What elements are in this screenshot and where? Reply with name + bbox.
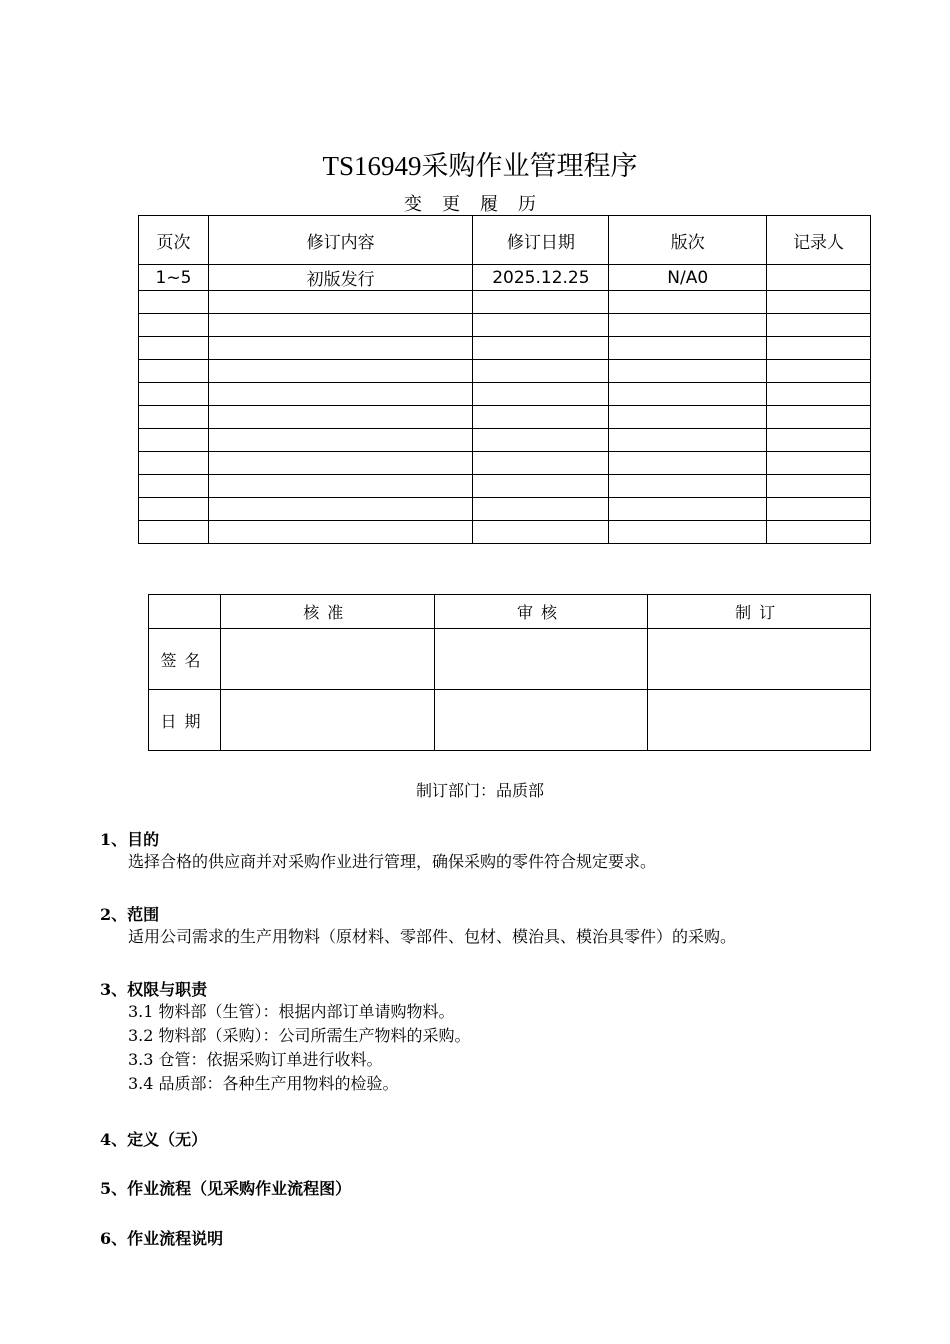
section-text: 选择合格的供应商并对采购作业进行管理，确保采购的零件符合规定要求。 [128,852,657,871]
table-row [139,314,871,337]
section-heading: 6、作业流程说明 [100,1229,224,1248]
empty-cell [609,314,767,337]
table-row [139,429,871,452]
empty-cell [208,360,473,383]
empty-cell [609,498,767,521]
section-heading: 4、定义（无） [100,1130,208,1149]
empty-cell [473,452,609,475]
empty-cell [473,383,609,406]
section-process-description [100,1226,223,1249]
empty-cell [767,452,871,475]
empty-cell [208,498,473,521]
empty-cell [139,360,209,383]
header-cell: 版次 [609,216,767,265]
empty-cell [208,452,473,475]
signature-row [149,629,871,690]
corner-cell [149,595,221,629]
empty-cell [767,360,871,383]
empty-cell [767,337,871,360]
empty-cell [767,383,871,406]
empty-cell [208,383,473,406]
empty-cell [139,498,209,521]
table-row [139,406,871,429]
date-cell: 2025.12.25 [473,265,609,291]
section-process [100,1176,351,1199]
table-row [139,475,871,498]
review-header: 审核 [434,595,648,629]
date-label: 日期 [149,690,221,751]
approve-date-cell [220,690,434,751]
signature-label: 签名 [149,629,221,690]
revision-history-table [138,215,871,544]
empty-cell [139,521,209,544]
empty-cell [767,429,871,452]
header-cell: 修订内容 [208,216,473,265]
empty-cell [609,521,767,544]
empty-cell [208,314,473,337]
empty-cell [208,521,473,544]
empty-cell [139,429,209,452]
table-row [139,452,871,475]
empty-cell [473,337,609,360]
empty-cell [473,406,609,429]
section-purpose [100,827,656,874]
review-signature-cell [434,629,648,690]
recorder-cell [767,265,871,291]
empty-cell [208,429,473,452]
draft-date-cell [648,690,871,751]
empty-cell [139,475,209,498]
empty-cell [473,429,609,452]
section-text: 适用公司需求的生产用物料（原材料、零部件、包材、模治具、模治具零件）的采购。 [128,927,737,946]
empty-cell [609,452,767,475]
empty-cell [609,475,767,498]
section-heading: 1、目的 [100,830,160,849]
section-text: 3.1 物料部（生管）：根据内部订单请购物料。 [128,1002,455,1021]
empty-cell [208,291,473,314]
table-row [139,360,871,383]
table-row [139,291,871,314]
table-row [139,337,871,360]
empty-cell [473,475,609,498]
empty-cell [208,406,473,429]
empty-cell [139,452,209,475]
empty-cell [767,406,871,429]
empty-cell [767,521,871,544]
header-cell: 页次 [139,216,209,265]
empty-cell [473,521,609,544]
empty-cell [473,360,609,383]
page-cell: 1~5 [139,265,209,291]
table-row [139,265,871,291]
review-date-cell [434,690,648,751]
approval-header-row [149,595,871,629]
section-definition [100,1127,207,1150]
document-title: TS16949采购作业管理程序 [322,151,638,181]
empty-cell [139,383,209,406]
document-subtitle: 变更履历 [404,194,556,215]
empty-cell [767,475,871,498]
section-heading: 5、作业流程（见采购作业流程图） [100,1179,352,1198]
empty-cell [609,429,767,452]
section-text: 3.2 物料部（采购）：公司所需生产物料的采购。 [128,1026,471,1045]
empty-cell [139,337,209,360]
table-row [139,498,871,521]
header-cell: 修订日期 [473,216,609,265]
table-row [139,521,871,544]
empty-cell [139,406,209,429]
header-cell: 记录人 [767,216,871,265]
empty-cell [473,498,609,521]
approve-header: 核准 [220,595,434,629]
department-line: 制订部门：品质部 [415,781,544,800]
empty-cell [609,337,767,360]
section-scope [100,902,736,949]
table-row [139,383,871,406]
empty-cell [767,291,871,314]
content-cell: 初版发行 [208,265,473,291]
empty-cell [139,291,209,314]
section-responsibilities [100,977,471,1096]
section-text: 3.4 品质部：各种生产用物料的检验。 [128,1074,399,1093]
version-cell: N/A0 [609,265,767,291]
approve-signature-cell [220,629,434,690]
empty-cell [473,291,609,314]
draft-signature-cell [648,629,871,690]
section-text: 3.3 仓管：依据采购订单进行收料。 [128,1050,383,1069]
empty-cell [139,314,209,337]
section-heading: 2、范围 [100,905,160,924]
empty-cell [208,475,473,498]
empty-cell [609,291,767,314]
draft-header: 制订 [648,595,871,629]
date-row [149,690,871,751]
empty-cell [609,406,767,429]
empty-cell [609,383,767,406]
empty-cell [767,498,871,521]
section-heading: 3、权限与职责 [100,980,208,999]
empty-cell [473,314,609,337]
empty-cell [208,337,473,360]
table-header-row [139,216,871,265]
empty-cell [767,314,871,337]
approval-table [148,594,871,751]
empty-cell [609,360,767,383]
